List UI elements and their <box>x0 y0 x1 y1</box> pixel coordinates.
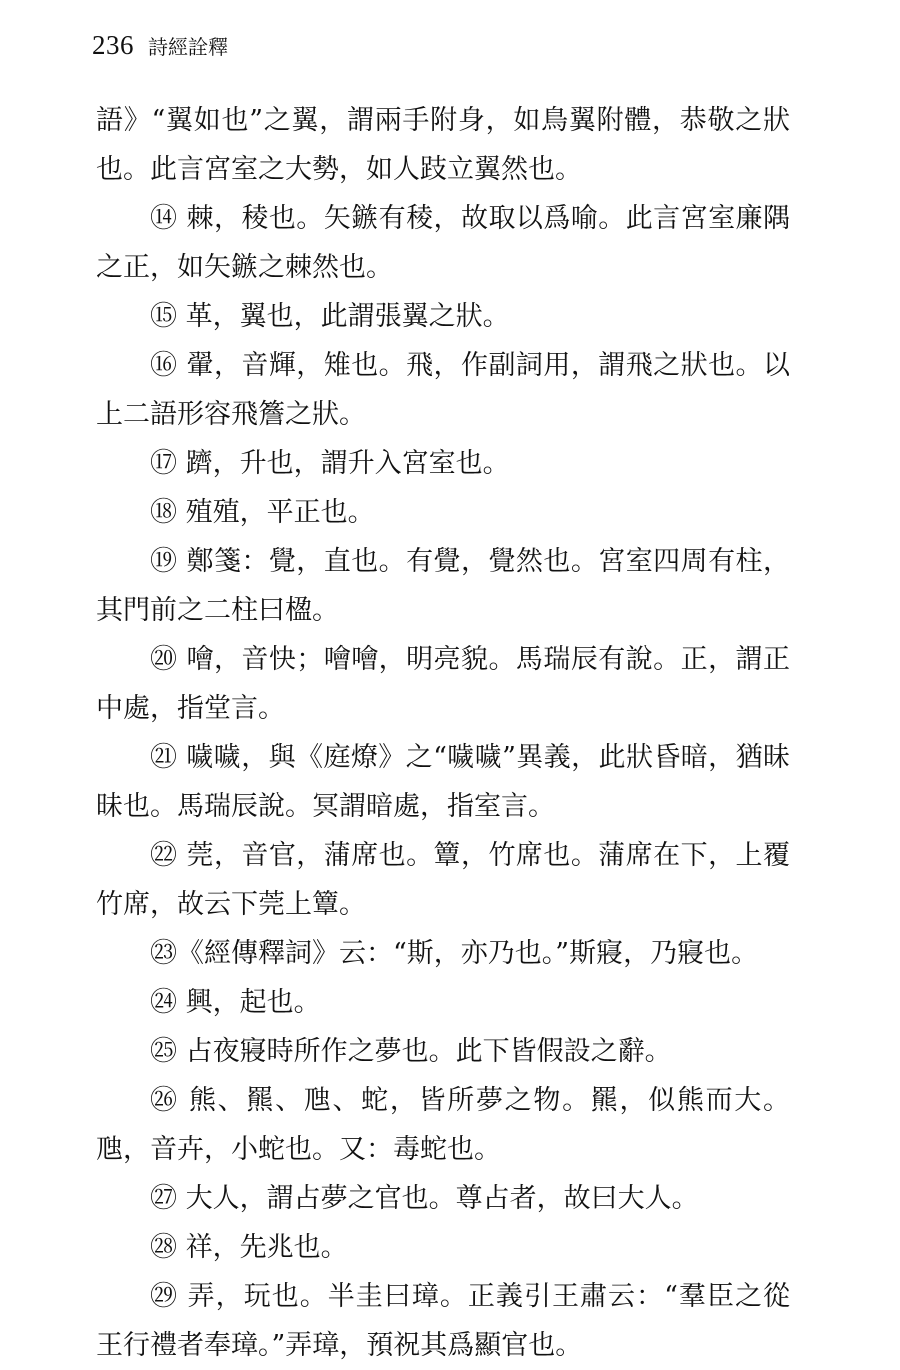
note-27: ㉗ 大人，謂占夢之官也。尊占者，故曰大人。 <box>150 1183 699 1214</box>
note-16: ⑯ 翬，音輝，雉也。飛，作副詞用，謂飛之狀也。以上二語形容飛簷之狀。 <box>96 350 790 430</box>
note-17: ⑰ 躋，升也，謂升入宮室也。 <box>150 448 510 479</box>
note-26: ㉖ 熊、羆、虺、蛇，皆所夢之物。羆，似熊而大。虺，音卉，小蛇也。又：毒蛇也。 <box>96 1085 790 1165</box>
commentary-body <box>96 96 790 1370</box>
continuation-paragraph: 語》“翼如也”之翼，謂兩手附身，如鳥翼附體，恭敬之狀也。此言宮室之大勢，如人跂立翼然也。 <box>96 105 790 185</box>
note-29: ㉙ 弄，玩也。半圭曰璋。正義引王肅云：“羣臣之從王行禮者奉璋。”弄璋，預祝其爲顯官也。 <box>96 1281 790 1361</box>
note-21: ㉑ 噦噦，與《庭燎》之“噦噦”異義，此狀昏暗，猶昧昧也。馬瑞辰說。冥謂暗處，指室言。 <box>96 742 790 822</box>
page-header <box>92 30 228 61</box>
page-number: 236 <box>92 30 134 60</box>
note-24: ㉔ 興，起也。 <box>150 987 321 1018</box>
note-18: ⑱ 殖殖，平正也。 <box>150 497 375 528</box>
note-25: ㉕ 占夜寢時所作之夢也。此下皆假設之辭。 <box>150 1036 672 1067</box>
note-28: ㉘ 祥，先兆也。 <box>150 1232 348 1263</box>
note-23: ㉓《經傳釋詞》云：“斯，亦乃也。”斯寢，乃寢也。 <box>150 938 759 969</box>
note-22: ㉒ 莞，音官，蒲席也。簟，竹席也。蒲席在下，上覆竹席，故云下莞上簟。 <box>96 840 790 920</box>
note-14: ⑭ 棘，稜也。矢鏃有稜，故取以爲喻。此言宮室廉隅之正，如矢鏃之棘然也。 <box>96 203 790 283</box>
running-title: 詩經詮釋 <box>148 35 228 59</box>
note-19: ⑲ 鄭箋：覺，直也。有覺，覺然也。宮室四周有柱，其門前之二柱曰楹。 <box>96 546 790 626</box>
note-15: ⑮ 革，翼也，此謂張翼之狀。 <box>150 301 510 332</box>
note-20: ⑳ 噲，音快；噲噲，明亮貌。馬瑞辰有說。正，謂正中處，指堂言。 <box>96 644 790 724</box>
